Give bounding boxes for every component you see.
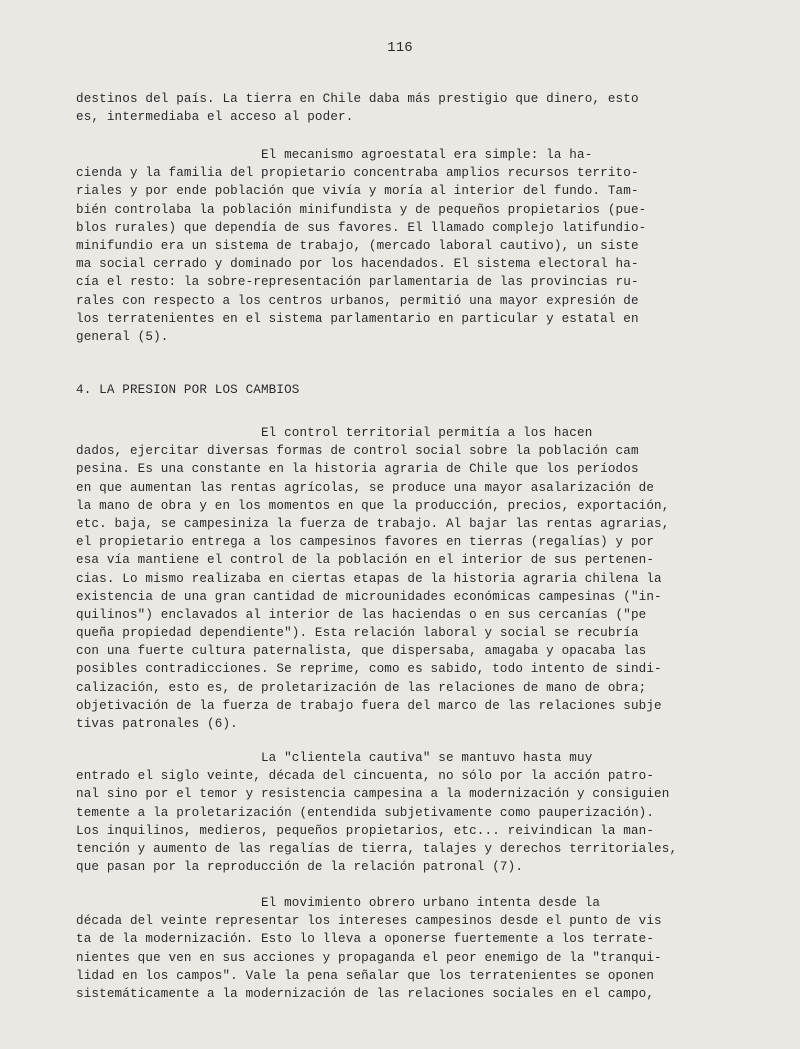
- text-line: blos rurales) que dependía de sus favores. El llamado complejo latifundio-: [76, 220, 647, 235]
- section-heading: 4. LA PRESION POR LOS CAMBIOS: [76, 383, 300, 397]
- text-line: tención y aumento de las regalías de tierra, talajes y derechos territoriales,: [76, 841, 678, 856]
- text-line: entrado el siglo veinte, década del cincuenta, no sólo por la acción patro-: [76, 769, 655, 784]
- paragraph-1: [76, 90, 736, 126]
- text-line: El control territorial permitía a los hacen: [76, 426, 593, 440]
- text-line: queña propiedad dependiente"). Esta relación laboral y social se recubría: [76, 626, 639, 641]
- text-line: objetivación de la fuerza de trabajo fuera del marco de las relaciones subje: [76, 698, 662, 713]
- text-line: nal sino por el temor y resistencia campesina a la modernización y consiguien: [76, 787, 670, 802]
- text-line: ta de la modernización. Esto lo lleva a oponerse fuertemente a los terrate-: [76, 932, 655, 947]
- text-line: es, intermediaba el acceso al poder.: [76, 110, 354, 125]
- text-line: cienda y la familia del propietario concentraba amplios recursos territo-: [76, 166, 639, 181]
- text-line: que pasan por la reproducción de la relación patronal (7).: [76, 860, 524, 875]
- text-line: lidad en los campos". Vale la pena señalar que los terratenientes se oponen: [76, 968, 655, 983]
- text-line: La "clientela cautiva" se mantuvo hasta muy: [76, 751, 593, 765]
- page-number: 116: [387, 40, 413, 56]
- text-line: Los inquilinos, medieros, pequeños propietarios, etc... reivindican la man-: [76, 823, 655, 838]
- paragraph-4: [76, 749, 736, 876]
- text-line: riales y por ende población que vivía y moría al interior del fundo. Tam-: [76, 184, 639, 199]
- text-line: nientes que ven en sus acciones y propaganda el peor enemigo de la "tranqui-: [76, 950, 662, 965]
- text-line: posibles contradicciones. Se reprime, como es sabido, todo intento de sindi-: [76, 662, 662, 677]
- text-line: existencia de una gran cantidad de microunidades económicas campesinas ("in-: [76, 589, 662, 604]
- text-line: destinos del país. La tierra en Chile daba más prestigio que dinero, esto: [76, 92, 639, 106]
- text-line: calización, esto es, de proletarización de las relaciones de mano de obra;: [76, 680, 647, 695]
- text-line: ma social cerrado y dominado por los hacendados. El sistema electoral ha-: [76, 257, 639, 272]
- text-line: pesina. Es una constante en la historia agraria de Chile que los períodos: [76, 462, 639, 477]
- paragraph-3: [76, 424, 736, 733]
- text-line: El movimiento obrero urbano intenta desde la: [76, 896, 601, 910]
- paragraph-5: [76, 894, 736, 1003]
- text-line: quilinos") enclavados al interior de las haciendas o en sus cercanías ("pe: [76, 607, 647, 622]
- text-line: bién controlaba la población minifundista y de pequeños propietarios (pue-: [76, 202, 647, 217]
- text-line: temente a la proletarización (entendida subjetivamente como pauperización).: [76, 805, 655, 820]
- text-line: sistemáticamente a la modernización de las relaciones sociales en el campo,: [76, 986, 655, 1001]
- text-line: minifundio era un sistema de trabajo, (mercado laboral cautivo), un siste: [76, 238, 639, 253]
- text-line: etc. baja, se campesiniza la fuerza de trabajo. Al bajar las rentas agrarias,: [76, 516, 670, 531]
- text-line: tivas patronales (6).: [76, 717, 238, 731]
- text-line: El mecanismo agroestatal era simple: la ha-: [76, 148, 593, 162]
- text-line: la mano de obra y en los momentos en que la producción, precios, exportación,: [76, 498, 670, 513]
- text-line: el propietario entrega a los campesinos favores en tierras (regalías) y por: [76, 535, 655, 550]
- text-line: esa vía mantiene el control de la población en el interior de sus pertenen-: [76, 553, 655, 568]
- text-line: los terratenientes en el sistema parlamentario en particular y estatal en: [76, 311, 639, 326]
- text-line: en que aumentan las rentas agrícolas, se produce una mayor asalarización de: [76, 480, 655, 495]
- text-line: dados, ejercitar diversas formas de control social sobre la población cam: [76, 444, 639, 459]
- text-line: década del veinte representar los intereses campesinos desde el punto de vis: [76, 914, 662, 929]
- text-line: con una fuerte cultura paternalista, que dispersaba, amagaba y opacaba las: [76, 644, 647, 659]
- text-line: cias. Lo mismo realizaba en ciertas etapas de la historia agraria chilena la: [76, 571, 662, 586]
- text-line: rales con respecto a los centros urbanos, permitió una mayor expresión de: [76, 293, 639, 308]
- text-line: general (5).: [76, 329, 169, 344]
- paragraph-2: [76, 146, 736, 346]
- text-line: cía el resto: la sobre-representación parlamentaria de las provincias ru-: [76, 275, 639, 290]
